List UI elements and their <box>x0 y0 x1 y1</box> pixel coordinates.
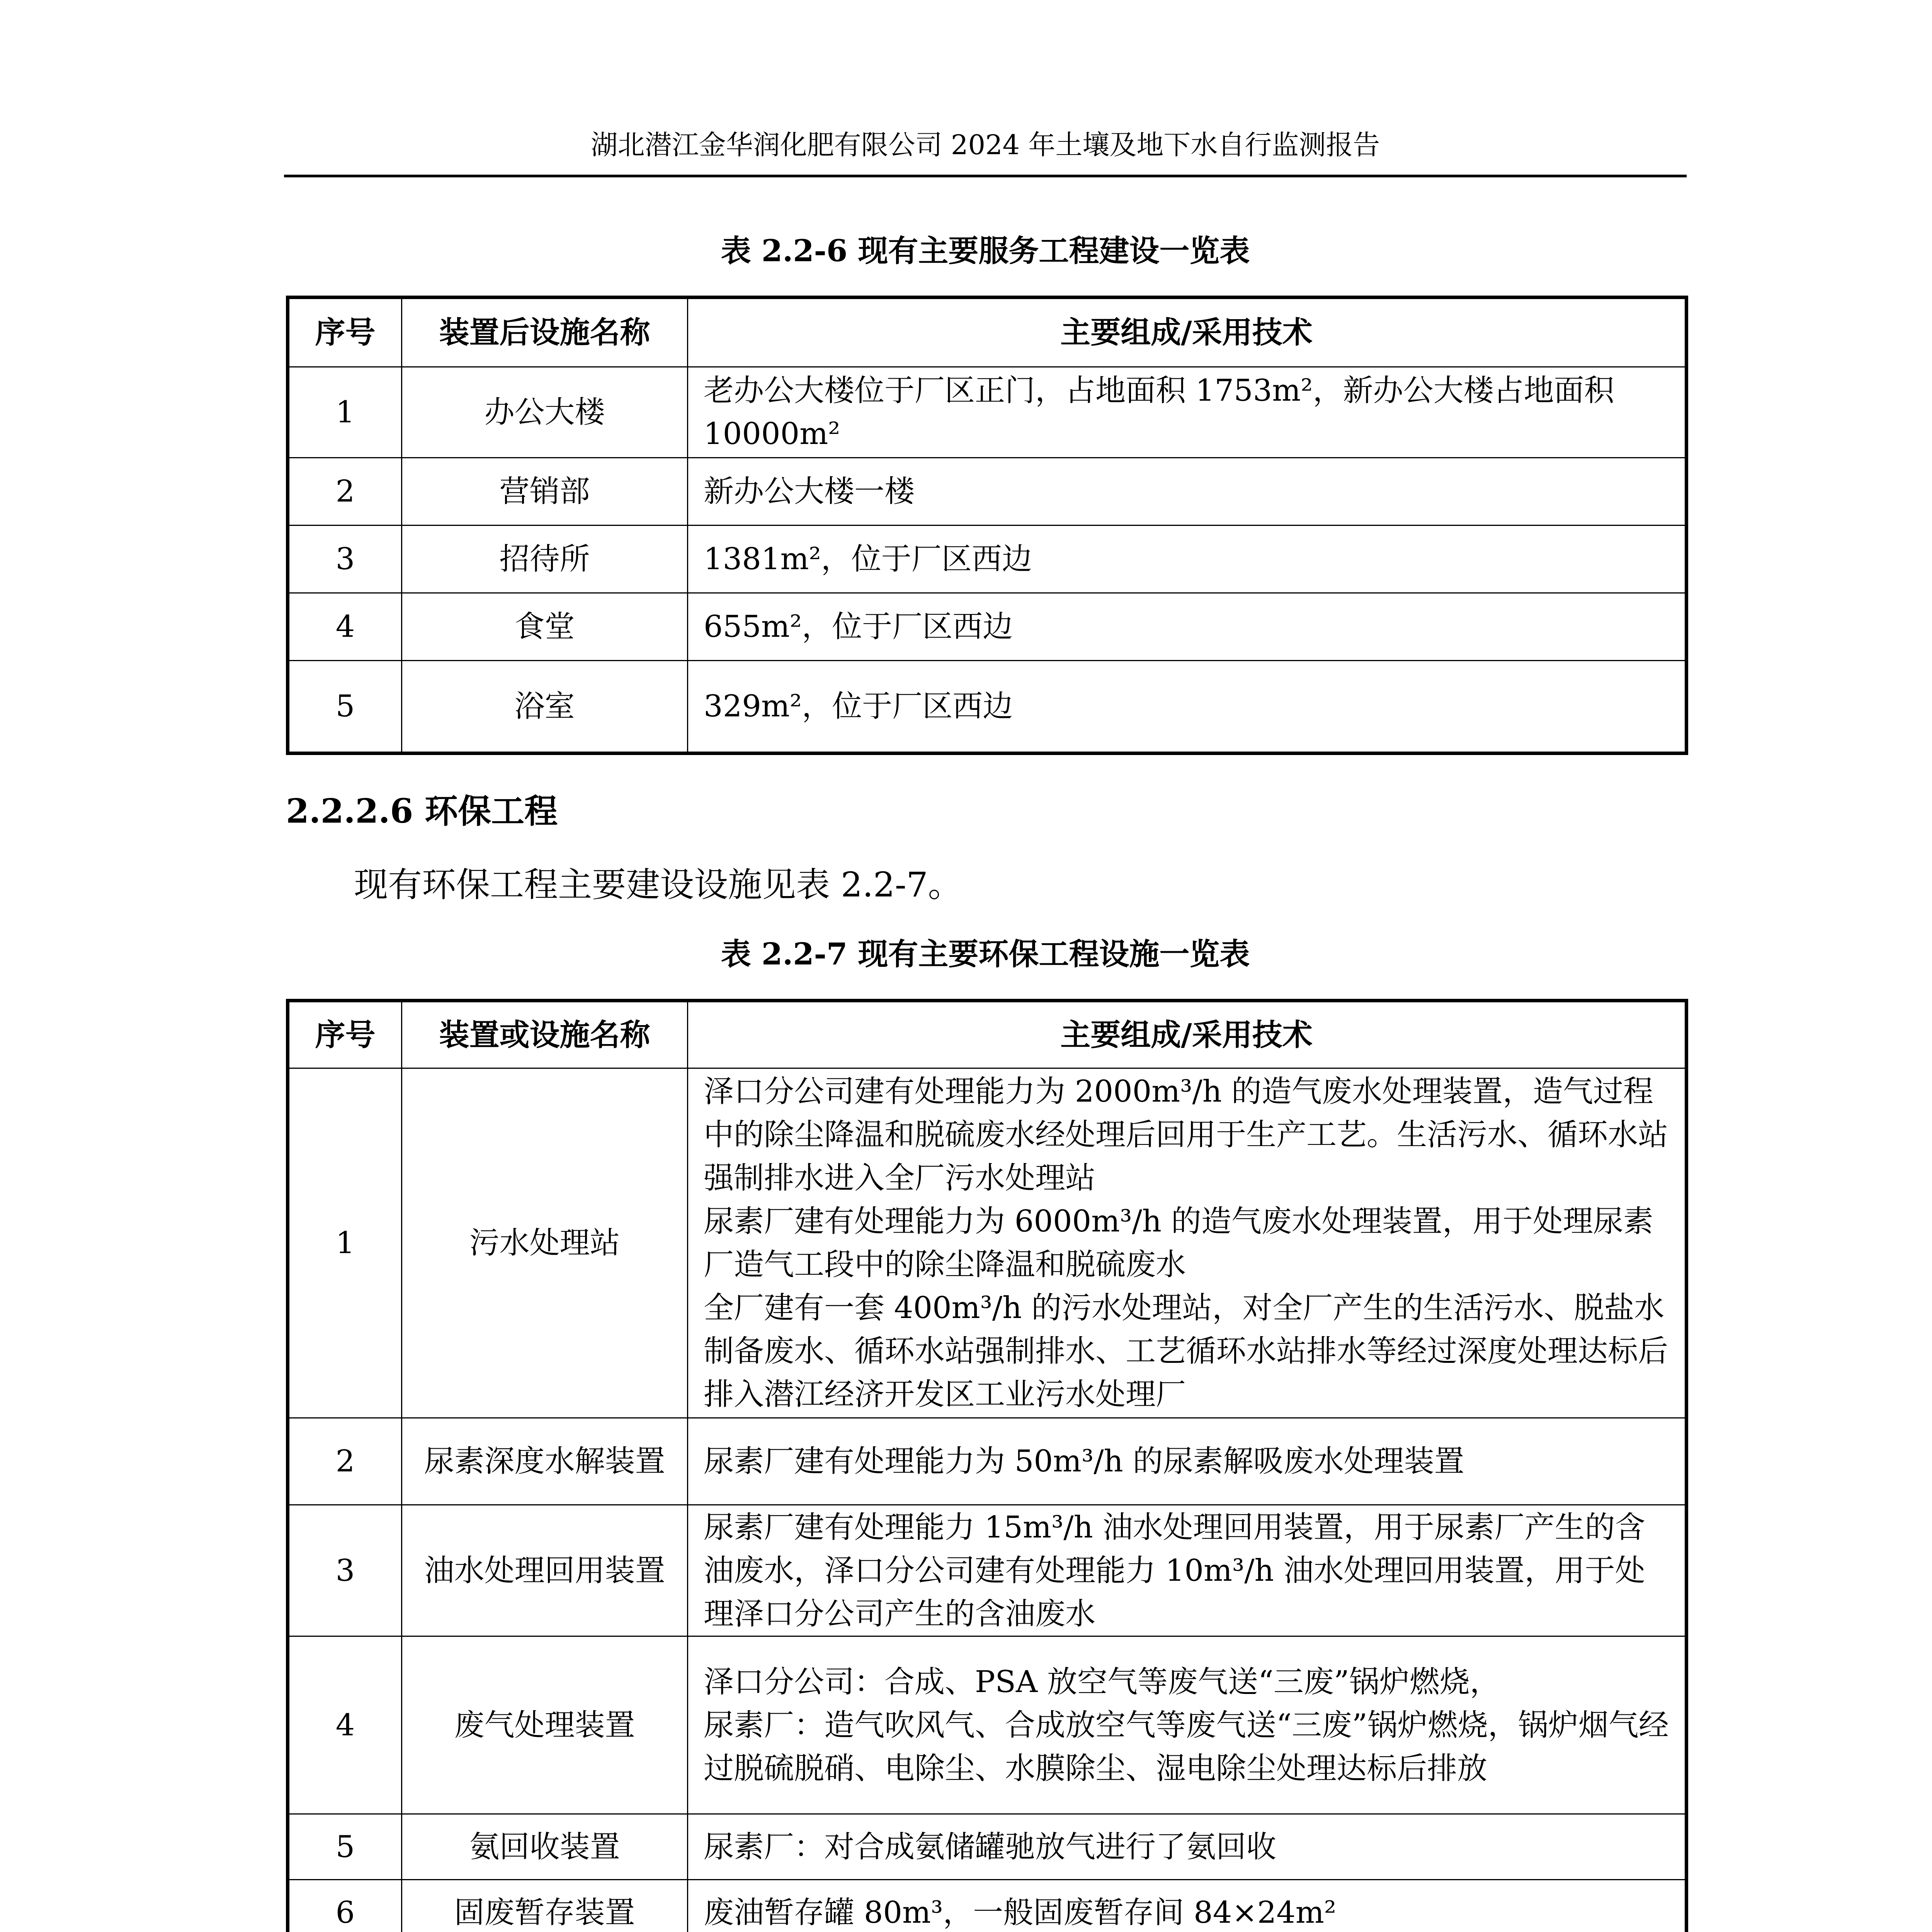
row-name: 食堂 <box>402 593 688 661</box>
row-name: 废气处理装置 <box>402 1636 688 1814</box>
row-desc: 废油暂存罐 80m³，一般固废暂存间 84×24m² <box>688 1880 1687 1932</box>
row-name: 尿素深度水解装置 <box>402 1418 688 1505</box>
row-desc: 泽口分公司建有处理能力为 2000m³/h 的造气废水处理装置，造气过程中的除尘降温和脱硫废水经处理后回用于生产工艺。生活污水、循环水站强制排水进入全厂污水处理站 尿素厂建有处理能力为 6000m³/h 的造气废水处理装置，用于处理尿素厂造气工段中的除尘降温和脱硫废水 全厂建有一套 400m³/h 的污水处理站，对全厂产生的生活污水、脱盐水制备废水、循环水站强制排水、工艺循环水站排水等经过深度处理达标后排入潜江经济开发区工业污水处理厂 <box>688 1068 1687 1418</box>
column-header-no: 序号 <box>288 1001 402 1068</box>
section-paragraph: 现有环保工程主要建设设施见表 2.2-7。 <box>354 865 962 905</box>
row-no: 6 <box>288 1880 402 1932</box>
table-row <box>288 661 1687 753</box>
row-name: 油水处理回用装置 <box>402 1505 688 1636</box>
row-no: 2 <box>288 458 402 526</box>
table-header-row <box>288 1001 1687 1068</box>
column-header-name: 装置后设施名称 <box>402 298 688 367</box>
row-desc: 新办公大楼一楼 <box>688 458 1687 526</box>
row-name: 固废暂存装置 <box>402 1880 688 1932</box>
row-name: 办公大楼 <box>402 367 688 458</box>
table-row <box>288 1814 1687 1880</box>
row-desc: 655m²，位于厂区西边 <box>688 593 1687 661</box>
table-row <box>288 1505 1687 1636</box>
row-desc: 329m²，位于厂区西边 <box>688 661 1687 753</box>
table-row <box>288 1418 1687 1505</box>
row-no: 3 <box>288 526 402 593</box>
table-row <box>288 1880 1687 1932</box>
table-header-row <box>288 298 1687 367</box>
row-no: 5 <box>288 1814 402 1880</box>
row-desc: 尿素厂建有处理能力为 50m³/h 的尿素解吸废水处理装置 <box>688 1418 1687 1505</box>
row-name: 浴室 <box>402 661 688 753</box>
table-2-2-6-caption: 表 2.2-6 现有主要服务工程建设一览表 <box>721 233 1250 269</box>
row-no: 5 <box>288 661 402 753</box>
row-no: 4 <box>288 593 402 661</box>
row-desc: 泽口分公司：合成、PSA 放空气等废气送“三废”锅炉燃烧， 尿素厂：造气吹风气、合成放空气等废气送“三废”锅炉燃烧，锅炉烟气经过脱硫脱硝、电除尘、水膜除尘、湿电除尘处理达标后排放 <box>688 1636 1687 1814</box>
row-no: 2 <box>288 1418 402 1505</box>
row-name: 氨回收装置 <box>402 1814 688 1880</box>
row-name: 污水处理站 <box>402 1068 688 1418</box>
table-row <box>288 458 1687 526</box>
header-divider <box>284 175 1687 177</box>
column-header-no: 序号 <box>288 298 402 367</box>
row-desc: 尿素厂建有处理能力 15m³/h 油水处理回用装置，用于尿素厂产生的含油废水，泽口分公司建有处理能力 10m³/h 油水处理回用装置，用于处理泽口分公司产生的含油废水 <box>688 1505 1687 1636</box>
table-2-2-7-caption: 表 2.2-7 现有主要环保工程设施一览表 <box>721 937 1250 972</box>
table-service-facilities <box>286 296 1688 755</box>
table-row <box>288 526 1687 593</box>
row-desc: 尿素厂：对合成氨储罐驰放气进行了氨回收 <box>688 1814 1687 1880</box>
table-row <box>288 1636 1687 1814</box>
column-header-desc: 主要组成/采用技术 <box>688 1001 1687 1068</box>
row-name: 招待所 <box>402 526 688 593</box>
table-row <box>288 367 1687 458</box>
row-desc: 老办公大楼位于厂区正门，占地面积 1753m²，新办公大楼占地面积 10000m² <box>688 367 1687 458</box>
row-no: 1 <box>288 1068 402 1418</box>
running-header: 湖北潜江金华润化肥有限公司 2024 年土壤及地下水自行监测报告 <box>590 129 1380 161</box>
row-no: 4 <box>288 1636 402 1814</box>
row-no: 1 <box>288 367 402 458</box>
column-header-desc: 主要组成/采用技术 <box>688 298 1687 367</box>
table-environmental-facilities <box>286 999 1688 1932</box>
section-heading-2-2-2-6: 2.2.2.6 环保工程 <box>286 792 558 831</box>
row-desc: 1381m²，位于厂区西边 <box>688 526 1687 593</box>
column-header-name: 装置或设施名称 <box>402 1001 688 1068</box>
row-no: 3 <box>288 1505 402 1636</box>
table-row <box>288 593 1687 661</box>
table-row <box>288 1068 1687 1418</box>
row-name: 营销部 <box>402 458 688 526</box>
